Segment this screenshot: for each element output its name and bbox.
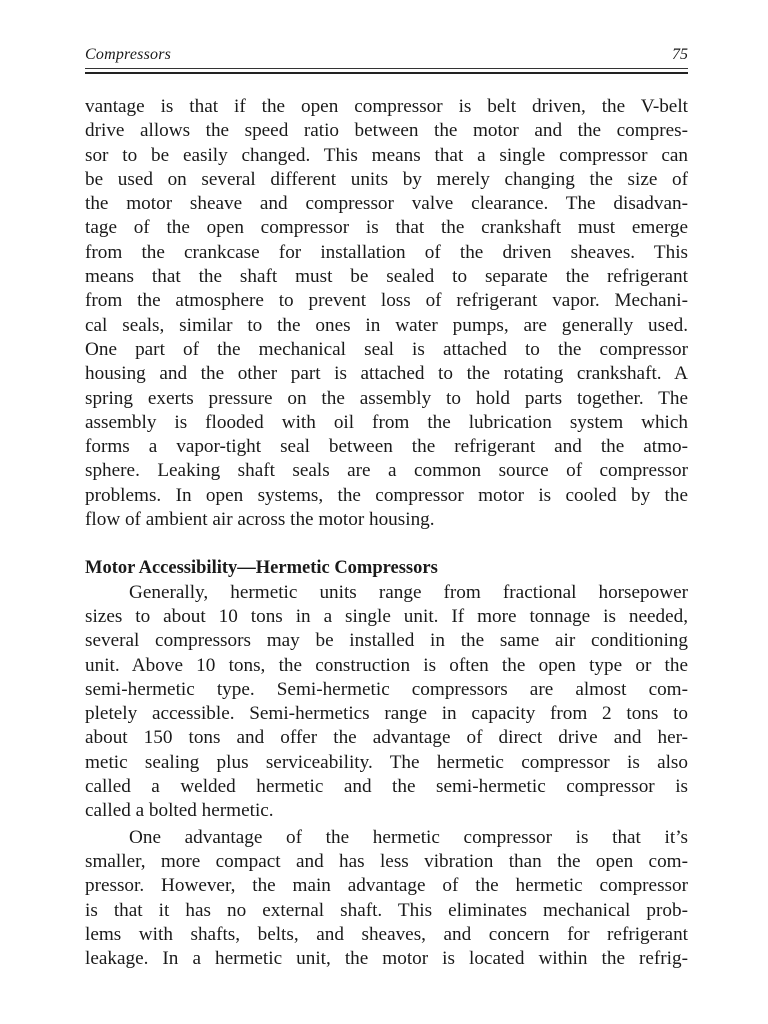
text-line: leakage. In a hermetic unit, the motor is located within the refrig- xyxy=(85,948,688,970)
header-rule-thick xyxy=(85,72,688,74)
text-line: flow of ambient air across the motor housing. xyxy=(85,509,435,531)
running-title: Compressors xyxy=(85,46,172,63)
page-body xyxy=(85,95,688,971)
text-line: cal seals, similar to the ones in water pumps, are generally used. xyxy=(85,314,688,336)
text-line: called a welded hermetic and the semi-hermetic compressor is xyxy=(85,776,688,798)
text-line: One advantage of the hermetic compressor is that it’s xyxy=(129,826,688,848)
text-line: sor to be easily changed. This means that a single compressor can xyxy=(85,144,688,166)
page-number: 75 xyxy=(672,46,688,63)
paragraph-1 xyxy=(85,95,688,532)
text-line: unit. Above 10 tons, the construction is often the open type or the xyxy=(85,654,688,676)
text-line: lems with shafts, belts, and sheaves, and concern for refrigerant xyxy=(85,923,688,945)
text-line: the motor sheave and compressor valve clearance. The disadvan- xyxy=(85,193,688,215)
text-line: is that it has no external shaft. This eliminates mechanical prob- xyxy=(85,899,688,921)
text-line: Generally, hermetic units range from fractional horsepower xyxy=(129,581,688,603)
text-line: pressor. However, the main advantage of the hermetic compressor xyxy=(85,875,688,897)
text-line: housing and the other part is attached to the rotating crankshaft. A xyxy=(85,363,688,385)
text-line: tage of the open compressor is that the crankshaft must emerge xyxy=(85,217,688,239)
text-line: semi-hermetic type. Semi-hermetic compressors are almost com- xyxy=(85,678,688,700)
text-line: assembly is flooded with oil from the lubrication system which xyxy=(85,411,688,433)
text-line: drive allows the speed ratio between the motor and the compres- xyxy=(85,120,688,142)
text-line: sizes to about 10 tons in a single unit. If more tonnage is needed, xyxy=(85,605,688,627)
running-header xyxy=(85,44,688,68)
section-heading: Motor Accessibility—Hermetic Compressors xyxy=(85,558,438,579)
text-line: problems. In open systems, the compressor motor is cooled by the xyxy=(85,484,688,506)
text-line: several compressors may be installed in the same air conditioning xyxy=(85,630,688,652)
text-line: about 150 tons and offer the advantage of direct drive and her- xyxy=(85,727,688,749)
text-line: smaller, more compact and has less vibration than the open com- xyxy=(85,850,688,872)
text-line: sphere. Leaking shaft seals are a common source of compressor xyxy=(85,460,688,482)
text-line: vantage is that if the open compressor is belt driven, the V-belt xyxy=(85,96,688,117)
text-line: metic sealing plus serviceability. The hermetic compressor is also xyxy=(85,751,688,773)
text-line: One part of the mechanical seal is attached to the compressor xyxy=(85,338,688,360)
header-rule-thin xyxy=(85,68,688,69)
text-line: called a bolted hermetic. xyxy=(85,800,274,822)
text-line: from the crankcase for installation of the driven sheaves. This xyxy=(85,241,688,263)
text-line: forms a vapor-tight seal between the refrigerant and the atmo- xyxy=(85,436,688,458)
text-line: spring exerts pressure on the assembly to hold parts together. The xyxy=(85,387,688,409)
text-line: means that the shaft must be sealed to separate the refrigerant xyxy=(85,266,688,288)
text-line: pletely accessible. Semi-hermetics range in capacity from 2 tons to xyxy=(85,703,688,725)
text-line: from the atmosphere to prevent loss of refrigerant vapor. Mechani- xyxy=(85,290,688,312)
paragraph-2 xyxy=(85,581,688,824)
paragraph-3 xyxy=(85,826,688,972)
text-line: be used on several different units by merely changing the size of xyxy=(85,168,688,190)
